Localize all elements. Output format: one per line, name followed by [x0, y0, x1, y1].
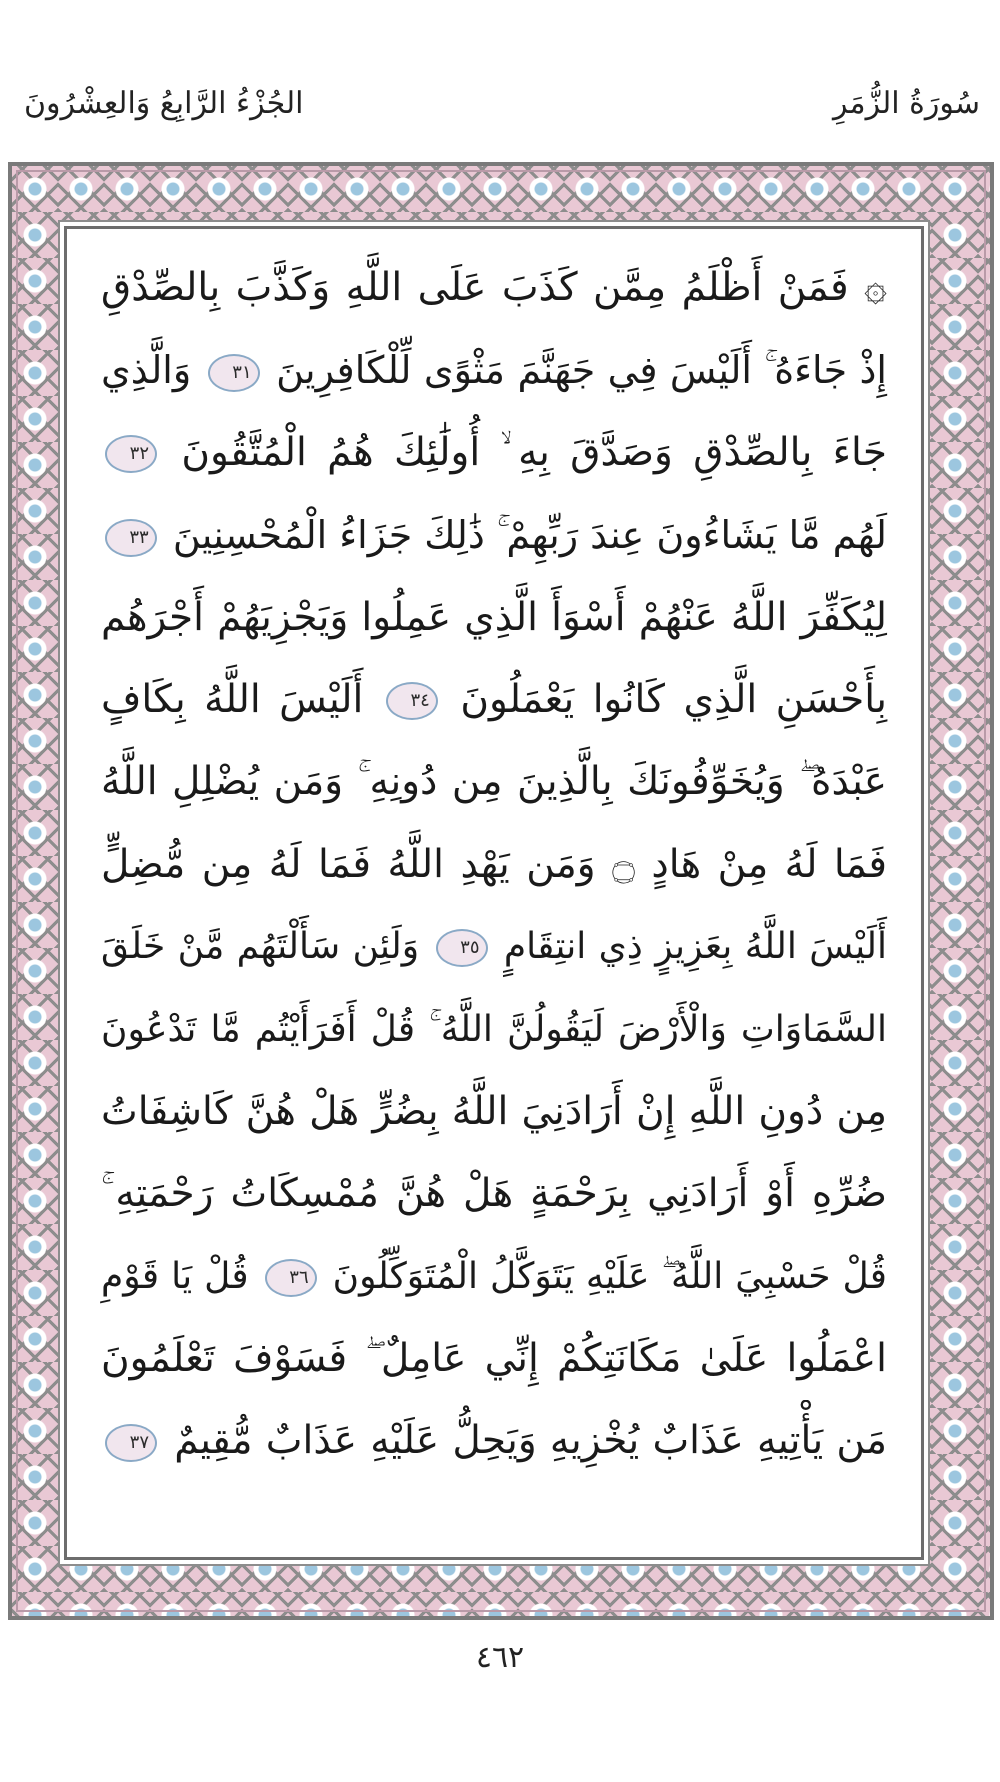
- line-text: السَّمَاوَاتِ وَالْأَرْضَ لَيَقُولُنَّ اللَّهُ ۚ قُلْ أَفَرَأَيْتُم مَّا تَدْعُونَ: [101, 1008, 887, 1050]
- ayah-number-marker: ٣٢: [105, 435, 157, 473]
- ayah-number-marker: ٣١: [208, 354, 260, 392]
- verse-line: [67, 1153, 921, 1235]
- line-text: لَهُم مَّا يَشَاءُونَ عِندَ رَبِّهِمْ ۚ ذَٰلِكَ جَزَاءُ الْمُحْسِنِينَ: [172, 513, 887, 558]
- line-text: عَبْدَهُ ۖ وَيُخَوِّفُونَكَ بِالَّذِينَ مِن دُونِهِ ۚ وَمَن يُضْلِلِ اللَّهُ: [101, 759, 887, 805]
- page-header: [0, 86, 1000, 146]
- ayah-number-marker: ٣٣: [105, 519, 157, 557]
- verse-line: [67, 659, 921, 741]
- line-text: بِأَحْسَنِ الَّذِي كَانُوا يَعْمَلُونَ: [460, 676, 887, 722]
- line-text: ضُرِّهِ أَوْ أَرَادَنِي بِرَحْمَةٍ هَلْ هُنَّ مُمْسِكَاتُ رَحْمَتِهِ ۚ: [101, 1171, 887, 1217]
- verse-lines: [67, 247, 921, 1483]
- line-text: فَمَا لَهُ مِنْ هَادٍ ۝ وَمَن يَهْدِ اللَّهُ فَمَا لَهُ مِن مُّضِلٍّ: [101, 841, 887, 887]
- line-text-continued: وَالَّذِي: [101, 348, 192, 393]
- verse-line: [67, 577, 921, 659]
- ayah-number-marker: ٣٧: [105, 1424, 157, 1462]
- verse-line: [67, 906, 921, 988]
- verse-line: [67, 824, 921, 906]
- verse-line: [67, 1400, 921, 1482]
- text-panel: [64, 226, 924, 1560]
- line-text: مَن يَأْتِيهِ عَذَابٌ يُخْزِيهِ وَيَحِلُّ عَلَيْهِ عَذَابٌ مُّقِيمٌ: [174, 1418, 888, 1464]
- verse-line: [67, 989, 921, 1071]
- line-text: أَلَيْسَ اللَّهُ بِعَزِيزٍ ذِي انتِقَامٍ: [503, 926, 887, 968]
- line-text-continued: قُلْ يَا قَوْمِ: [101, 1255, 249, 1297]
- line-text: قُلْ حَسْبِيَ اللَّهُ ۖ عَلَيْهِ يَتَوَكَّلُ الْمُتَوَكِّلُونَ: [332, 1255, 887, 1297]
- verse-line: [67, 741, 921, 823]
- line-text-continued: أَلَيْسَ اللَّهُ بِكَافٍ: [101, 676, 364, 722]
- verse-line: [67, 1318, 921, 1400]
- juz-name: الجُزْءُ الرَّابِعُ وَالعِشْرُونَ: [24, 86, 304, 121]
- line-text: إِذْ جَاءَهُ ۚ أَلَيْسَ فِي جَهَنَّمَ مَثْوًى لِّلْكَافِرِينَ: [276, 348, 887, 393]
- surah-name: سُورَةُ الزُّمَرِ: [832, 86, 980, 121]
- line-text: لِيُكَفِّرَ اللَّهُ عَنْهُمْ أَسْوَأَ الَّذِي عَمِلُوا وَيَجْزِيَهُمْ أَجْرَهُم: [101, 594, 887, 640]
- verse-line: [67, 412, 921, 494]
- line-text: اعْمَلُوا عَلَىٰ مَكَانَتِكُمْ إِنِّي عَامِلٌ ۖ فَسَوْفَ تَعْلَمُونَ: [101, 1336, 887, 1382]
- verse-line: [67, 329, 921, 411]
- verse-line: [67, 1071, 921, 1153]
- line-text-continued: وَلَئِن سَأَلْتَهُم مَّنْ خَلَقَ: [101, 926, 420, 968]
- ayah-number-marker: ٣٥: [436, 929, 488, 967]
- verse-line: [67, 1236, 921, 1318]
- page-number: ٤٦٢: [475, 1640, 525, 1675]
- ayah-number-marker: ٣٦: [265, 1259, 317, 1297]
- verse-line: [67, 247, 921, 329]
- verse-line: [67, 494, 921, 576]
- line-text: مِن دُونِ اللَّهِ إِنْ أَرَادَنِيَ اللَّهُ بِضُرٍّ هَلْ هُنَّ كَاشِفَاتُ: [101, 1088, 887, 1134]
- line-text: جَاءَ بِالصِّدْقِ وَصَدَّقَ بِهِ ۙ أُولَٰئِكَ هُمُ الْمُتَّقُونَ: [181, 429, 887, 475]
- ayah-number-marker: ٣٤: [386, 682, 438, 720]
- line-text: ۞ فَمَنْ أَظْلَمُ مِمَّن كَذَبَ عَلَى اللَّهِ وَكَذَّبَ بِالصِّدْقِ: [101, 265, 887, 310]
